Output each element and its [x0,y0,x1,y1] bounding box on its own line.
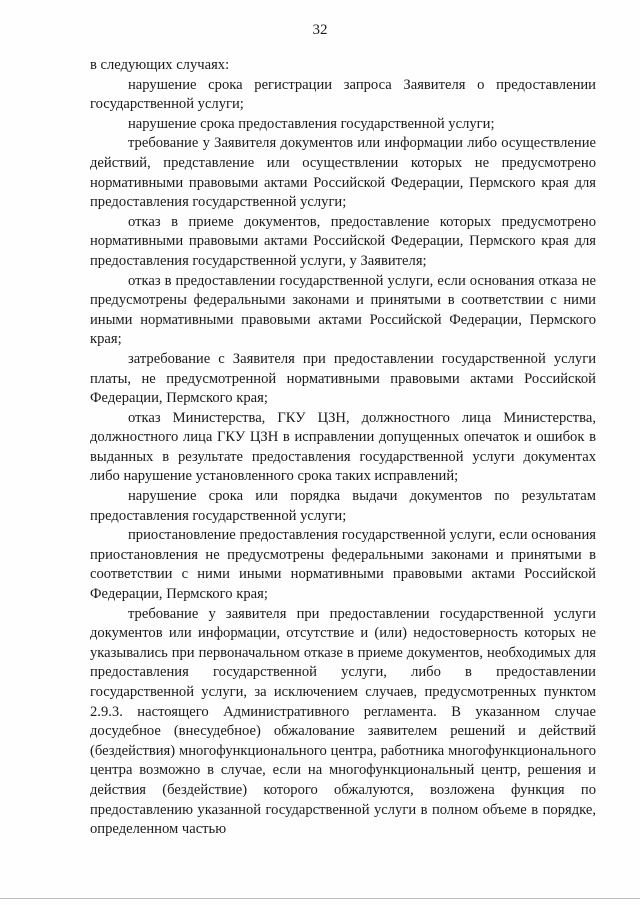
paragraph-item: затребование с Заявителя при предоставлении государственной услуги платы, не предусмотренной нормативными правовыми актами Российской Федерации, Пермского края; [90,350,596,407]
paragraph-item: нарушение срока или порядка выдачи документов по результатам предоставления государственной услуги; [90,488,596,524]
paragraph-item: нарушение срока регистрации запроса Заявителя о предоставлении государственной услуги; [90,76,596,113]
scan-bottom-edge [0,898,640,899]
paragraph-item: отказ в предоставлении государственной услуги, если основания отказа не предусмотрены федеральными законами и принятыми в соответствии с ними иными нормативными правовыми актами Российской Федерации, Пермского края; [90,272,596,348]
document-body [90,56,596,840]
paragraph-item: отказ Министерства, ГКУ ЦЗН, должностного лица Министерства, должностного лица ГКУ ЦЗН в исправлении допущенных опечаток и ошибок в выданных в результате предоставления государственной услуги документах либо нарушение установленного срока таких исправлений; [90,409,596,485]
paragraph-item: требование у Заявителя документов или информации либо осуществление действий, представление или осуществлении которых не предусмотрено нормативными правовыми актами Российской Федерации, Пермского края для предоставления государственной услуги; [90,135,596,211]
paragraph-item: отказ в приеме документов, предоставление которых предусмотрено нормативными правовыми актами Российской Федерации, Пермского края для предоставления государственной услуги, у Заявителя; [90,213,596,269]
paragraph-item: приостановление предоставления государственной услуги, если основания приостановления не предусмотрены федеральными законами и принятыми в соответствии с ними иными нормативными правовыми актами Российской Федерации, Пермского края; [90,527,596,603]
paragraph-item: требование у заявителя при предоставлении государственной услуги документов или информации, отсутствие и (или) недостоверность которых не указывались при первоначальном отказе в приеме документов, необходимых для предоставления государственной услуги, либо в предоставлении государственной услуги, за исключением случаев, предусмотренных пунктом 2.9.3. настоящего Административного регламента. В указанном случае досудебное (внесудебное) обжалование заявителем решений и действий (бездействия) многофункционального центра, работника многофункционального центра возможно в случае, если на многофункциональный центр, решения и действия (бездействие) которого обжалуются, возложена функция по предоставлению указанной государственной услуги в полном объеме в порядке, определенном частью [90,605,596,838]
paragraph-intro: в следующих случаях: [90,57,230,73]
paragraph-item: нарушение срока предоставления государственной услуги; [128,115,495,132]
page-number: 32 [312,22,328,38]
